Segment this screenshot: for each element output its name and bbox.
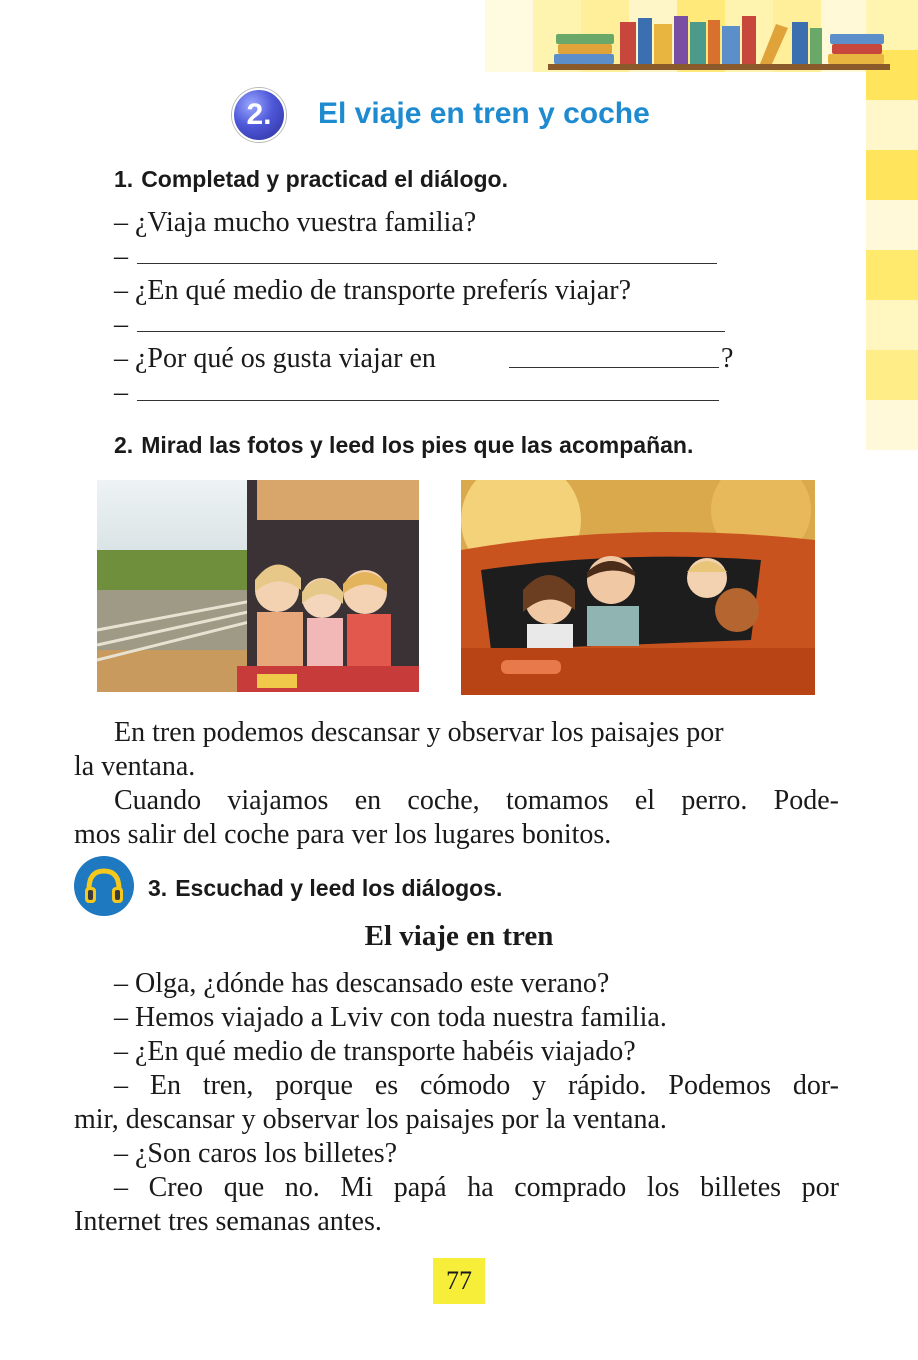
dialogue-heading: El viaje en tren xyxy=(364,920,554,952)
task3-instruction xyxy=(148,875,502,902)
dialogue-line: – Creo que no. Mi papá ha comprado los billetes por xyxy=(114,1172,839,1203)
dialogue-dash: – xyxy=(114,377,128,408)
task3-number: 3. xyxy=(148,875,168,901)
task2-text: Mirad las fotos y leed los pies que las acompañan. xyxy=(141,432,694,458)
answer-blank-3[interactable] xyxy=(137,400,719,401)
question-mark: ? xyxy=(721,343,734,374)
task3-text: Escuchad y leed los diálogos. xyxy=(175,875,503,901)
answer-blank-1[interactable] xyxy=(137,263,717,264)
task2-instruction xyxy=(114,432,693,459)
unit-title: El viaje en tren y coche xyxy=(318,97,650,130)
task1-text: Completad y practicad el diálogo. xyxy=(141,166,508,192)
task1-instruction xyxy=(114,166,508,193)
train-family-photo xyxy=(97,480,419,692)
dialogue-line: – ¿En qué medio de transporte habéis viajado? xyxy=(114,1036,636,1067)
dialogue-line: – En tren, porque es cómodo y rápido. Podemos dor- xyxy=(114,1070,839,1101)
dialogue-line: – Hemos viajado a Lviv con toda nuestra familia. xyxy=(114,1002,667,1033)
dialogue-dash: – xyxy=(114,241,128,272)
dialogue-line: Internet tres semanas antes. xyxy=(74,1206,382,1237)
dialogue-line: – Olga, ¿dónde has descansado este verano? xyxy=(114,968,610,999)
dialogue-line: – ¿Viaja mucho vuestra familia? xyxy=(114,207,477,238)
dialogue-line: – ¿En qué medio de transporte preferís viajar? xyxy=(114,275,632,306)
caption-car-line1: Cuando viajamos en coche, tomamos el perro. Pode- xyxy=(114,785,839,816)
headphones-icon[interactable] xyxy=(74,856,134,916)
dialogue-line: – ¿Por qué os gusta viajar en xyxy=(114,343,436,374)
answer-blank-2[interactable] xyxy=(137,331,725,332)
car-family-photo xyxy=(461,480,815,695)
caption-car-line2: mos salir del coche para ver los lugares bonitos. xyxy=(74,819,612,850)
answer-blank-inline[interactable] xyxy=(509,367,719,368)
caption-train-line2: la ventana. xyxy=(74,751,196,782)
task2-number: 2. xyxy=(114,432,134,458)
dialogue-dash: – xyxy=(114,309,128,340)
caption-train-line1: En tren podemos descansar y observar los paisajes por xyxy=(114,717,724,748)
task1-number: 1. xyxy=(114,166,134,192)
page-number: 77 xyxy=(433,1258,485,1304)
unit-number-badge: 2. xyxy=(232,88,286,142)
dialogue-line: mir, descansar y observar los paisajes por la ventana. xyxy=(74,1104,667,1135)
dialogue-line: – ¿Son caros los billetes? xyxy=(114,1138,398,1169)
bookshelf-illustration xyxy=(548,10,890,72)
